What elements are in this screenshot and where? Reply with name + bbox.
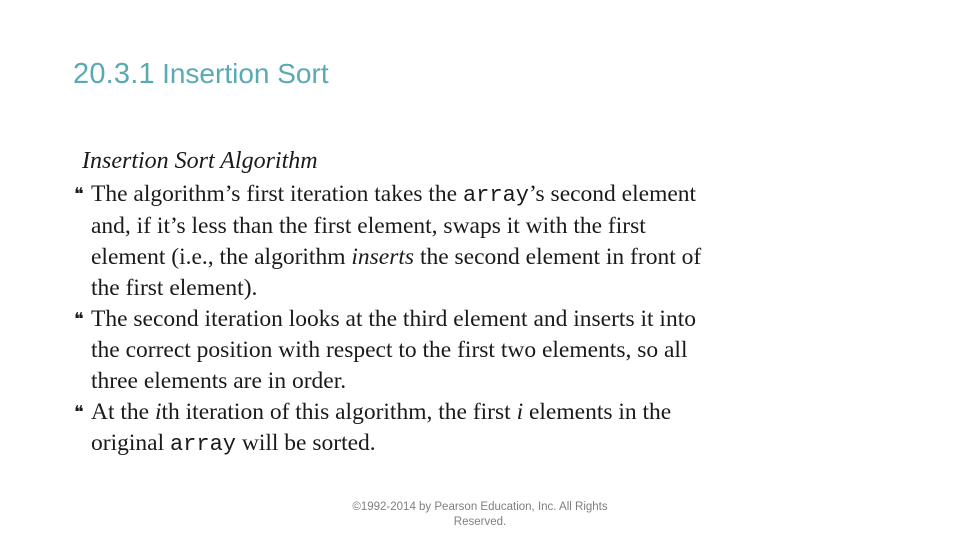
bullet-2-line-2 bbox=[91, 335, 893, 366]
bullet-item-3 bbox=[73, 397, 893, 460]
text-segment: th iteration of this algorithm, the first bbox=[161, 399, 517, 425]
text-segment: and, if it’s less than the first element, swaps it with the first bbox=[91, 213, 646, 239]
bullet-3-line-1 bbox=[91, 397, 893, 428]
bullet-item-1 bbox=[73, 179, 893, 304]
text-segment: the first element). bbox=[91, 275, 258, 301]
emphasis-i: i bbox=[516, 399, 524, 425]
emphasis-i: i bbox=[154, 399, 162, 425]
text-segment: At the bbox=[91, 399, 155, 425]
slide-body bbox=[73, 146, 893, 460]
bullet-2-line-1 bbox=[91, 304, 893, 335]
code-array: array bbox=[462, 183, 529, 208]
emphasis-inserts: inserts bbox=[351, 244, 415, 270]
code-array: array bbox=[169, 432, 236, 457]
slide-title bbox=[73, 58, 329, 91]
text-segment: The second iteration looks at the third element and inserts it into bbox=[91, 306, 696, 332]
bullet-1-line-2 bbox=[91, 211, 893, 242]
section-number: 20.3.1 bbox=[73, 58, 155, 90]
text-segment: The algorithm’s first iteration takes the bbox=[91, 181, 463, 207]
text-segment: three elements are in order. bbox=[91, 368, 347, 394]
text-segment: ’s second element bbox=[529, 181, 697, 207]
subheading: Insertion Sort Algorithm bbox=[82, 148, 318, 174]
bullet-1-line-1 bbox=[91, 179, 893, 211]
bullet-2-line-3 bbox=[91, 366, 893, 397]
bullet-3-line-2 bbox=[91, 428, 893, 460]
text-segment: elements in the bbox=[523, 399, 672, 425]
text-segment: original bbox=[91, 430, 170, 456]
footer-line-1: ©1992-2014 by Pearson Education, Inc. All Rights bbox=[352, 501, 608, 513]
triangle-bullet-icon: ❝ bbox=[74, 184, 84, 204]
copyright-footer bbox=[330, 500, 630, 530]
text-segment: will be sorted. bbox=[235, 430, 376, 456]
footer-line-2: Reserved. bbox=[453, 516, 507, 528]
section-title: Insertion Sort bbox=[162, 58, 329, 89]
bullet-1-line-3 bbox=[91, 242, 893, 273]
triangle-bullet-icon: ❝ bbox=[74, 402, 84, 422]
text-segment: the correct position with respect to the first two elements, so all bbox=[91, 337, 688, 363]
bullet-1-line-4 bbox=[91, 273, 893, 304]
text-segment: the second element in front of bbox=[414, 244, 702, 270]
bullet-item-2 bbox=[73, 304, 893, 397]
text-segment: element (i.e., the algorithm bbox=[91, 244, 352, 270]
triangle-bullet-icon: ❝ bbox=[74, 309, 84, 329]
